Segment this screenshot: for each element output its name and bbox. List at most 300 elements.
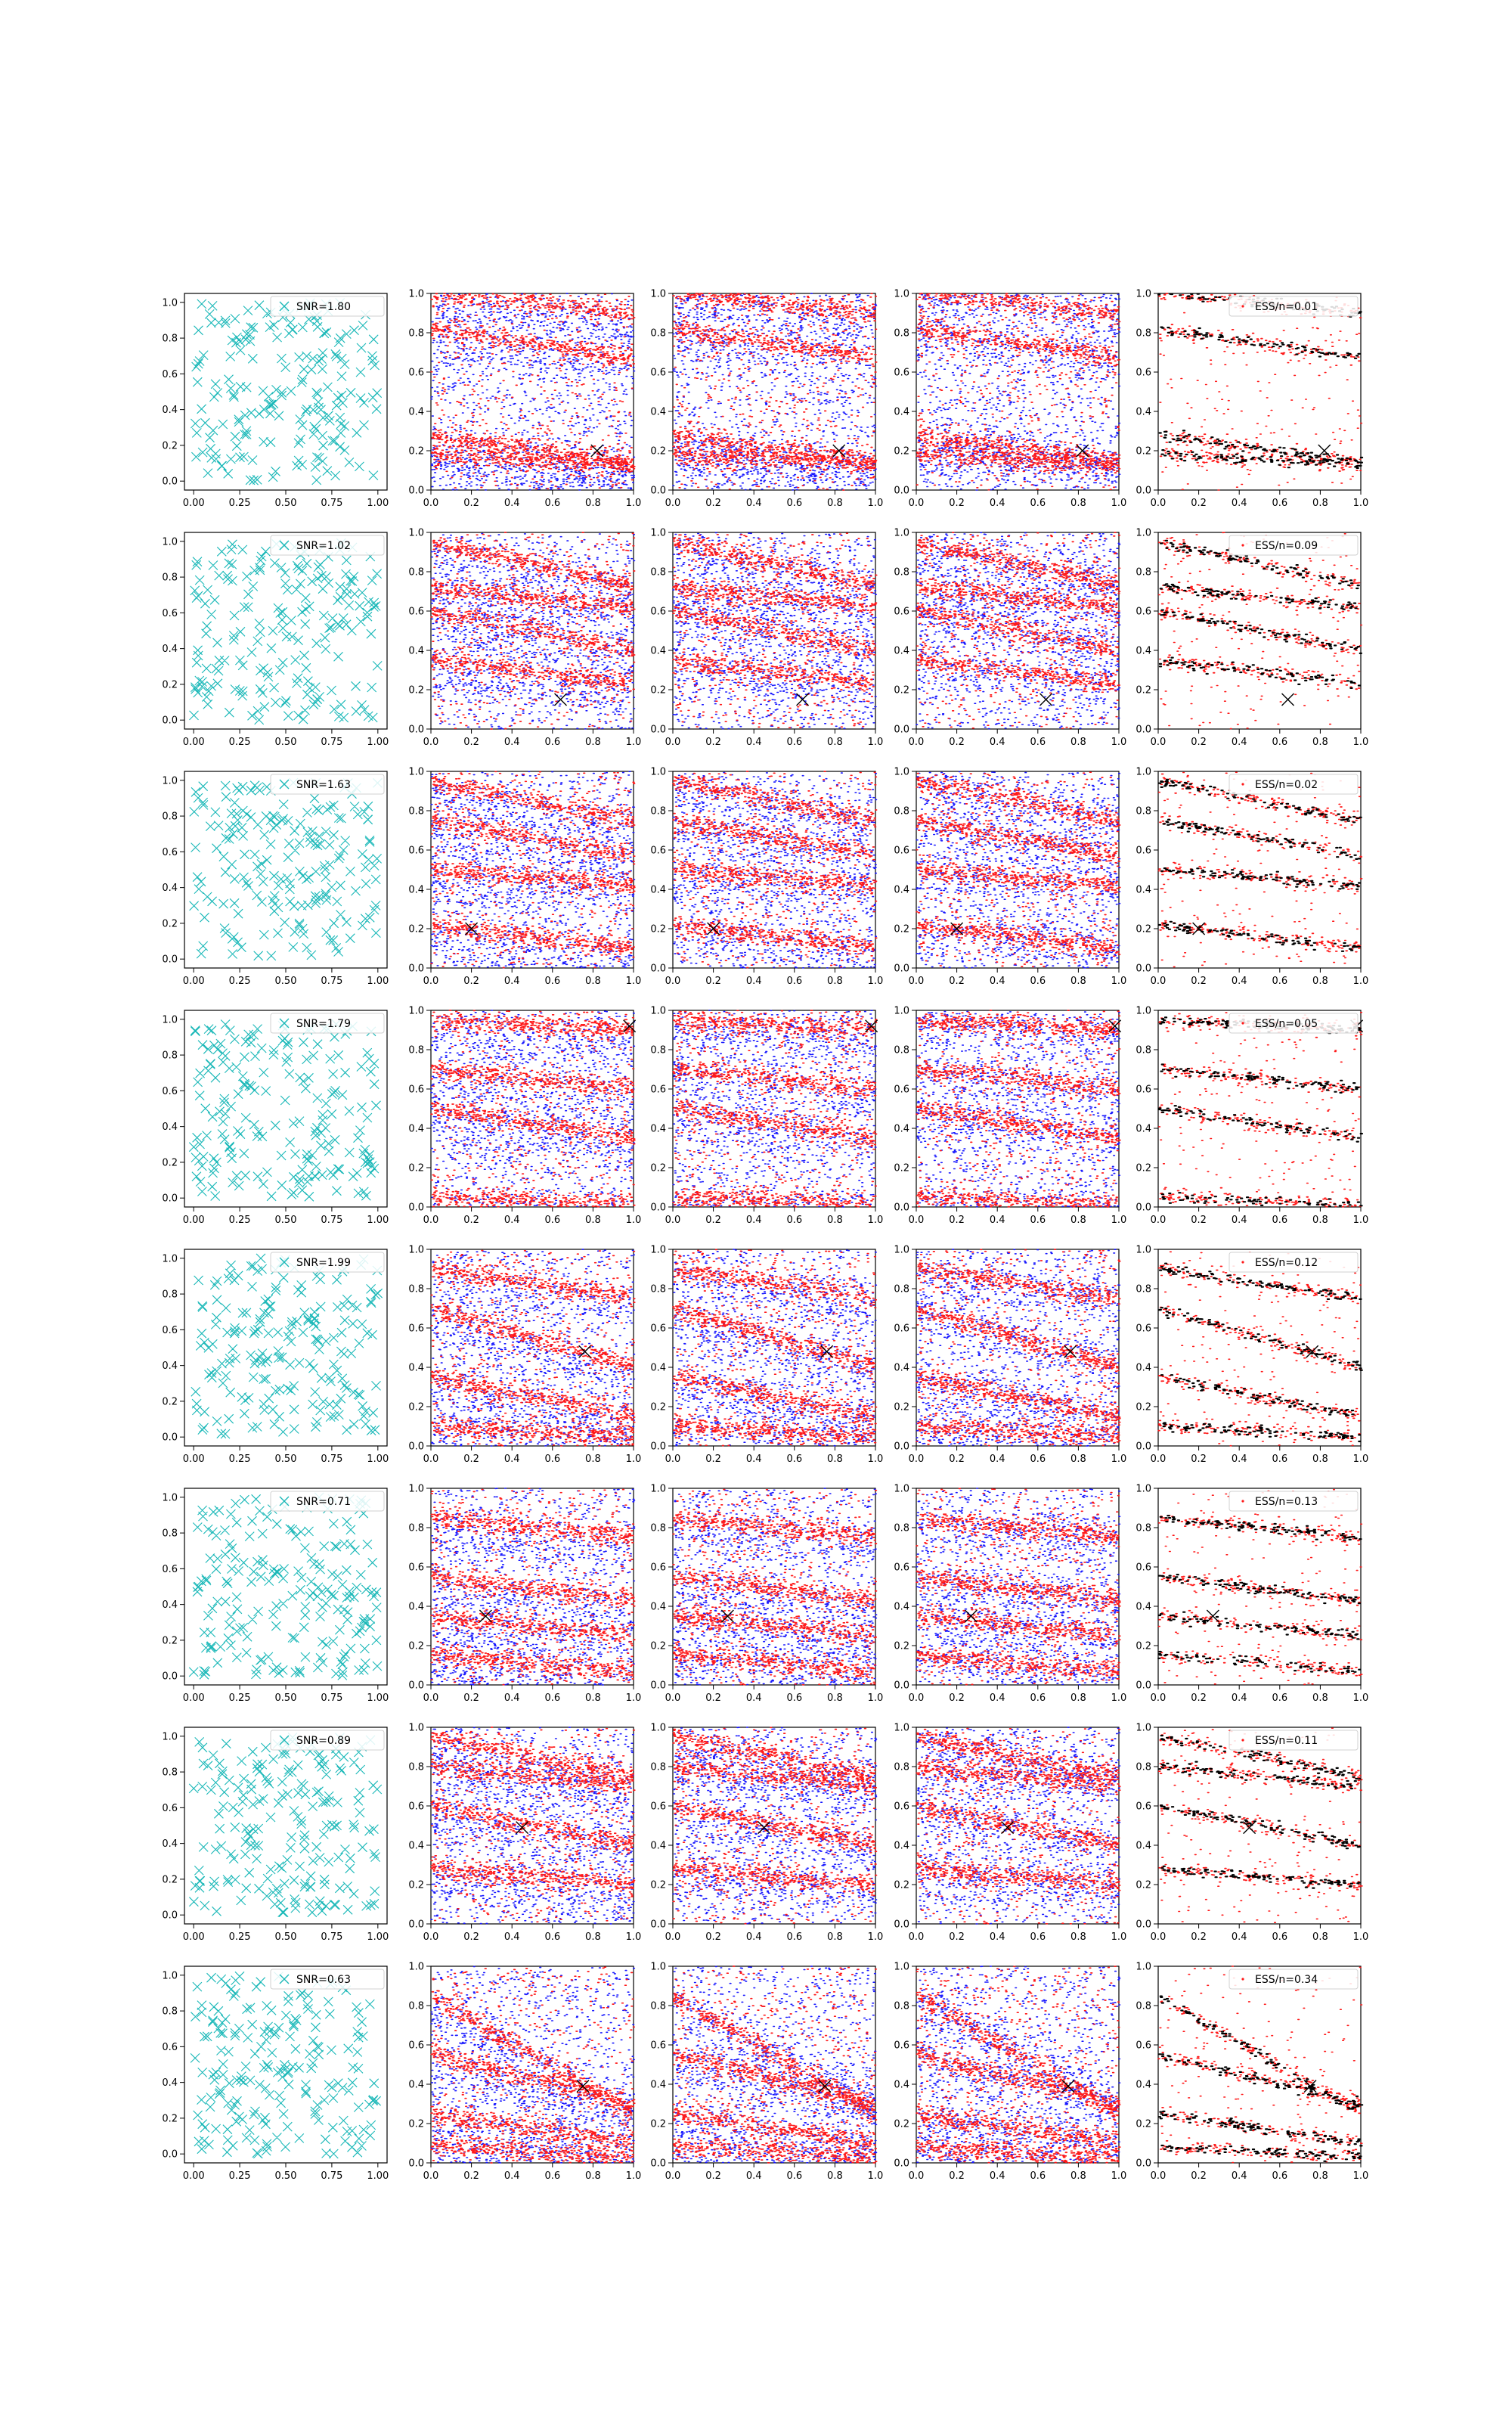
observation-markers xyxy=(191,299,381,486)
x-tick-label: 0.8 xyxy=(585,1931,601,1943)
truth-marker xyxy=(479,1610,491,1622)
x-tick-label: 0.4 xyxy=(503,2170,520,2182)
y-tick-label: 0.4 xyxy=(894,1840,909,1852)
y-tick-label: 0.2 xyxy=(408,445,424,458)
y-tick-label: 0.4 xyxy=(162,1838,178,1851)
x-tick-label: 1.00 xyxy=(367,1931,389,1943)
particle-series xyxy=(431,1010,635,1207)
y-tick-label: 0.6 xyxy=(650,2040,666,2052)
legend-label: SNR=0.63 xyxy=(296,1974,351,1986)
x-tick-label: 0.0 xyxy=(908,1692,925,1704)
observation-panel xyxy=(162,1249,389,1465)
y-tick-label: 1.0 xyxy=(1136,766,1151,778)
y-tick-label: 0.4 xyxy=(894,2079,909,2091)
particle-series xyxy=(432,532,635,729)
y-tick-label: 0.2 xyxy=(408,684,424,697)
y-tick-label: 0.8 xyxy=(162,811,178,823)
x-tick-label: 0.4 xyxy=(503,1692,520,1704)
x-tick-label: 1.0 xyxy=(1111,1931,1127,1943)
y-tick-label: 0.6 xyxy=(162,2041,178,2053)
y-tick-label: 0.6 xyxy=(650,1323,666,1335)
y-tick-label: 0.8 xyxy=(1136,1761,1151,1773)
x-tick-label: 0.0 xyxy=(1150,1931,1167,1943)
x-tick-label: 0.6 xyxy=(1272,1215,1288,1226)
axes-frame xyxy=(1158,1249,1361,1446)
x-tick-label: 0.2 xyxy=(463,1454,479,1465)
legend-label: SNR=0.71 xyxy=(296,1496,351,1508)
y-tick-label: 0.6 xyxy=(1136,2040,1151,2052)
y-tick-label: 0.0 xyxy=(894,2158,909,2170)
y-tick-label: 0.2 xyxy=(650,1640,666,1652)
y-tick-label: 0.0 xyxy=(1136,1919,1151,1931)
x-tick-label: 0.8 xyxy=(827,498,843,509)
y-tick-label: 0.8 xyxy=(408,805,424,818)
x-tick-label: 1.0 xyxy=(1111,498,1127,509)
x-tick-label: 1.0 xyxy=(625,498,642,509)
y-tick-label: 0.4 xyxy=(1136,645,1151,657)
y-tick-label: 0.2 xyxy=(162,1635,178,1647)
legend-label: SNR=1.99 xyxy=(296,1257,351,1269)
x-tick-label: 0.8 xyxy=(1070,1931,1086,1943)
x-tick-label: 0.6 xyxy=(544,1931,561,1943)
y-tick-label: 0.8 xyxy=(1136,1522,1151,1534)
y-tick-label: 0.8 xyxy=(650,2000,666,2012)
x-tick-label: 0.25 xyxy=(228,2170,251,2182)
y-tick-label: 0.0 xyxy=(162,954,178,966)
y-tick-label: 1.0 xyxy=(408,527,424,539)
particle-panel xyxy=(894,1245,1126,1466)
truth-marker xyxy=(1282,693,1294,706)
x-tick-label: 0.6 xyxy=(1272,1454,1288,1465)
y-tick-label: 0.0 xyxy=(894,963,909,975)
y-tick-label: 1.0 xyxy=(650,1722,666,1734)
y-tick-label: 0.8 xyxy=(650,566,666,579)
y-tick-label: 0.8 xyxy=(650,805,666,818)
y-tick-label: 0.0 xyxy=(650,2158,666,2170)
x-tick-label: 1.0 xyxy=(625,1215,642,1226)
x-tick-label: 0.0 xyxy=(423,976,439,987)
grid-row xyxy=(162,528,1368,749)
y-tick-label: 0.6 xyxy=(162,1802,178,1814)
x-tick-label: 0.0 xyxy=(665,976,681,987)
x-tick-label: 0.00 xyxy=(182,1692,205,1704)
x-tick-label: 0.8 xyxy=(827,1692,843,1704)
x-tick-label: 0.0 xyxy=(908,2170,925,2182)
y-tick-label: 0.6 xyxy=(1136,367,1151,379)
x-tick-label: 0.25 xyxy=(228,1692,251,1704)
x-tick-label: 0.2 xyxy=(1191,498,1207,509)
y-tick-label: 0.6 xyxy=(894,845,909,857)
particle-panel xyxy=(894,1723,1126,1944)
particle-series xyxy=(431,771,635,967)
x-tick-label: 0.0 xyxy=(665,498,681,509)
y-tick-label: 0.6 xyxy=(162,607,178,619)
y-tick-label: 0.8 xyxy=(650,1522,666,1534)
particle-series xyxy=(432,1727,635,1922)
x-tick-label: 0.2 xyxy=(1191,976,1207,987)
particle-series xyxy=(917,1984,1120,2163)
x-tick-label: 0.2 xyxy=(463,737,479,748)
y-tick-label: 0.0 xyxy=(894,1202,909,1214)
x-tick-label: 0.8 xyxy=(1070,1215,1086,1226)
y-tick-label: 1.0 xyxy=(894,1961,909,1973)
y-tick-label: 0.6 xyxy=(650,1562,666,1574)
x-tick-label: 0.8 xyxy=(1312,737,1328,748)
x-tick-label: 0.4 xyxy=(503,1454,520,1465)
x-tick-label: 0.6 xyxy=(1030,1692,1046,1704)
weighted-particle-panel xyxy=(1136,767,1368,988)
y-tick-label: 0.4 xyxy=(1136,406,1151,418)
y-tick-label: 0.6 xyxy=(408,1801,424,1813)
particle-series xyxy=(1159,772,1362,966)
x-tick-label: 0.8 xyxy=(1070,737,1086,748)
y-tick-label: 0.2 xyxy=(408,1640,424,1652)
x-tick-label: 0.6 xyxy=(1272,498,1288,509)
x-tick-label: 0.0 xyxy=(423,1215,439,1226)
x-tick-label: 0.2 xyxy=(1191,1215,1207,1226)
y-tick-label: 0.2 xyxy=(162,440,178,452)
particle-panel xyxy=(650,767,883,988)
y-tick-label: 0.6 xyxy=(408,2040,424,2052)
y-tick-label: 0.4 xyxy=(1136,2079,1151,2091)
y-tick-label: 0.4 xyxy=(1136,1601,1151,1613)
x-tick-label: 0.2 xyxy=(705,1931,721,1943)
observation-markers xyxy=(189,1493,382,1680)
y-tick-label: 0.4 xyxy=(162,1599,178,1612)
y-tick-label: 0.2 xyxy=(1136,1879,1151,1891)
y-tick-label: 0.4 xyxy=(162,1360,178,1373)
particle-panel xyxy=(408,1006,641,1227)
x-tick-label: 0.2 xyxy=(1191,2170,1207,2182)
y-tick-label: 0.0 xyxy=(162,1193,178,1205)
y-tick-label: 1.0 xyxy=(408,1722,424,1734)
weighted-particle-panel xyxy=(1136,1484,1368,1705)
y-tick-label: 0.4 xyxy=(650,1123,666,1135)
observation-markers xyxy=(189,1733,382,1917)
y-tick-label: 0.2 xyxy=(1136,1401,1151,1413)
y-tick-label: 1.0 xyxy=(162,775,178,787)
y-tick-label: 0.4 xyxy=(894,1123,909,1135)
y-tick-label: 0.2 xyxy=(894,445,909,458)
y-tick-label: 0.0 xyxy=(162,1671,178,1683)
y-tick-label: 0.6 xyxy=(162,846,178,858)
y-tick-label: 0.4 xyxy=(894,884,909,896)
x-tick-label: 0.4 xyxy=(989,1931,1005,1943)
particle-panel xyxy=(650,1484,883,1705)
x-tick-label: 1.0 xyxy=(625,1454,642,1465)
truth-marker xyxy=(516,1822,528,1834)
particle-panel xyxy=(650,1962,883,2183)
y-tick-label: 0.8 xyxy=(408,1761,424,1773)
y-tick-label: 0.2 xyxy=(408,2118,424,2130)
x-tick-label: 0.4 xyxy=(1231,1692,1247,1704)
particle-panel xyxy=(408,1723,641,1944)
x-tick-label: 0.75 xyxy=(321,1454,343,1465)
x-tick-label: 0.00 xyxy=(182,737,205,748)
legend-marker xyxy=(1241,1261,1244,1263)
x-tick-label: 0.2 xyxy=(705,1692,721,1704)
y-tick-label: 0.0 xyxy=(408,963,424,975)
observation-panel xyxy=(162,293,389,509)
x-tick-label: 0.75 xyxy=(321,1692,343,1704)
particle-series xyxy=(1159,532,1362,728)
y-tick-label: 0.0 xyxy=(1136,1441,1151,1453)
observation-panel xyxy=(162,771,389,987)
x-tick-label: 0.4 xyxy=(745,498,762,509)
x-tick-label: 0.8 xyxy=(585,1692,601,1704)
y-tick-label: 0.2 xyxy=(894,684,909,697)
y-tick-label: 0.0 xyxy=(162,715,178,727)
y-tick-label: 0.8 xyxy=(408,1283,424,1295)
y-tick-label: 0.4 xyxy=(650,645,666,657)
x-tick-label: 0.0 xyxy=(665,1692,681,1704)
y-tick-label: 0.8 xyxy=(162,572,178,584)
x-tick-label: 0.0 xyxy=(908,976,925,987)
y-tick-label: 1.0 xyxy=(1136,527,1151,539)
x-tick-label: 0.8 xyxy=(1070,976,1086,987)
particle-series xyxy=(431,1251,634,1446)
x-tick-label: 0.00 xyxy=(182,976,205,987)
x-tick-label: 0.8 xyxy=(1312,498,1328,509)
legend-label: SNR=0.89 xyxy=(296,1735,351,1747)
x-tick-label: 0.50 xyxy=(274,1692,297,1704)
x-tick-label: 0.6 xyxy=(786,976,803,987)
y-tick-label: 0.0 xyxy=(650,963,666,975)
y-tick-label: 0.8 xyxy=(1136,805,1151,818)
x-tick-label: 0.2 xyxy=(463,1215,479,1226)
y-tick-label: 1.0 xyxy=(408,288,424,300)
x-tick-label: 1.00 xyxy=(367,2170,389,2182)
x-tick-label: 0.2 xyxy=(463,498,479,509)
particle-panel xyxy=(650,1245,883,1466)
y-tick-label: 0.0 xyxy=(894,724,909,736)
y-tick-label: 1.0 xyxy=(894,766,909,778)
x-tick-label: 0.75 xyxy=(321,1931,343,1943)
particle-series xyxy=(673,533,875,728)
y-tick-label: 0.6 xyxy=(894,2040,909,2052)
x-tick-label: 0.6 xyxy=(1030,1215,1046,1226)
y-tick-label: 1.0 xyxy=(162,1014,178,1026)
particle-panel xyxy=(650,1723,883,1944)
legend-marker xyxy=(1241,1022,1244,1024)
grid-row xyxy=(162,1006,1368,1227)
observation-panel xyxy=(162,1727,389,1943)
x-tick-label: 0.0 xyxy=(423,498,439,509)
particle-panel xyxy=(650,528,883,749)
y-tick-label: 0.6 xyxy=(1136,606,1151,618)
particle-panel xyxy=(650,1006,883,1227)
y-tick-label: 0.2 xyxy=(408,1879,424,1891)
y-tick-label: 1.0 xyxy=(162,1253,178,1265)
y-tick-label: 0.0 xyxy=(408,485,424,497)
x-tick-label: 0.4 xyxy=(989,2170,1005,2182)
y-tick-label: 1.0 xyxy=(1136,288,1151,300)
y-tick-label: 1.0 xyxy=(650,527,666,539)
y-tick-label: 0.4 xyxy=(162,405,178,417)
x-tick-label: 0.8 xyxy=(1070,498,1086,509)
y-tick-label: 0.8 xyxy=(894,1044,909,1056)
x-tick-label: 0.2 xyxy=(949,498,965,509)
y-tick-label: 1.0 xyxy=(894,1722,909,1734)
y-tick-label: 0.6 xyxy=(408,1084,424,1096)
x-tick-label: 0.2 xyxy=(463,1931,479,1943)
x-tick-label: 0.50 xyxy=(274,1454,297,1465)
x-tick-label: 0.4 xyxy=(989,737,1005,748)
y-tick-label: 1.0 xyxy=(894,288,909,300)
y-tick-label: 0.0 xyxy=(1136,485,1151,497)
x-tick-label: 1.00 xyxy=(367,737,389,748)
weighted-particle-panel xyxy=(1136,528,1368,749)
x-tick-label: 0.4 xyxy=(745,976,762,987)
particle-series xyxy=(1159,780,1362,951)
y-tick-label: 0.4 xyxy=(408,1840,424,1852)
x-tick-label: 0.0 xyxy=(665,1931,681,1943)
y-tick-label: 0.2 xyxy=(650,923,666,935)
y-tick-label: 1.0 xyxy=(408,1961,424,1973)
y-tick-label: 1.0 xyxy=(650,288,666,300)
y-tick-label: 0.8 xyxy=(894,805,909,818)
y-tick-label: 1.0 xyxy=(162,1731,178,1743)
y-tick-label: 0.6 xyxy=(894,1562,909,1574)
x-tick-label: 0.4 xyxy=(989,498,1005,509)
y-tick-label: 0.8 xyxy=(408,2000,424,2012)
x-tick-label: 1.0 xyxy=(867,737,884,748)
observation-markers xyxy=(191,1254,383,1438)
x-tick-label: 0.6 xyxy=(1030,976,1046,987)
y-tick-label: 0.0 xyxy=(650,1919,666,1931)
y-tick-label: 0.4 xyxy=(408,406,424,418)
truth-marker xyxy=(965,1610,977,1622)
x-tick-label: 1.0 xyxy=(867,1692,884,1704)
y-tick-label: 0.6 xyxy=(408,367,424,379)
x-tick-label: 0.6 xyxy=(1030,1931,1046,1943)
grid-row xyxy=(162,1245,1368,1466)
y-tick-label: 0.2 xyxy=(650,1879,666,1891)
y-tick-label: 1.0 xyxy=(650,1483,666,1495)
x-tick-label: 0.0 xyxy=(1150,2170,1167,2182)
particle-panel xyxy=(408,767,641,988)
x-tick-label: 1.0 xyxy=(1352,976,1369,987)
x-tick-label: 0.4 xyxy=(503,498,520,509)
particle-panel xyxy=(894,1962,1126,2183)
observation-markers xyxy=(190,538,383,724)
x-tick-label: 1.00 xyxy=(367,1692,389,1704)
axes-frame xyxy=(1158,1727,1361,1924)
x-tick-label: 0.00 xyxy=(182,2170,205,2182)
x-tick-label: 0.4 xyxy=(745,2170,762,2182)
x-tick-label: 0.6 xyxy=(786,1931,803,1943)
x-tick-label: 0.4 xyxy=(1231,2170,1247,2182)
x-tick-label: 0.4 xyxy=(1231,976,1247,987)
legend-label: SNR=1.63 xyxy=(296,779,351,791)
y-tick-label: 0.2 xyxy=(650,684,666,697)
particle-series xyxy=(1160,541,1362,688)
x-tick-label: 0.0 xyxy=(1150,737,1167,748)
particle-panel xyxy=(894,1006,1126,1227)
x-tick-label: 0.6 xyxy=(544,498,561,509)
particle-series xyxy=(1159,293,1362,471)
y-tick-label: 1.0 xyxy=(408,1244,424,1256)
x-tick-label: 0.4 xyxy=(503,976,520,987)
x-tick-label: 0.4 xyxy=(1231,1215,1247,1226)
y-tick-label: 0.2 xyxy=(1136,445,1151,458)
x-tick-label: 1.0 xyxy=(1352,2170,1369,2182)
particle-series xyxy=(431,293,634,490)
y-tick-label: 0.8 xyxy=(894,1761,909,1773)
y-tick-label: 1.0 xyxy=(650,766,666,778)
y-tick-label: 0.6 xyxy=(650,367,666,379)
x-tick-label: 0.25 xyxy=(228,1454,251,1465)
y-tick-label: 0.8 xyxy=(1136,566,1151,579)
x-tick-label: 0.0 xyxy=(1150,1215,1167,1226)
x-tick-label: 0.25 xyxy=(228,737,251,748)
y-tick-label: 0.0 xyxy=(650,1202,666,1214)
x-tick-label: 0.50 xyxy=(274,498,297,509)
y-tick-label: 1.0 xyxy=(162,297,178,309)
x-tick-label: 0.6 xyxy=(544,1692,561,1704)
x-tick-label: 1.0 xyxy=(867,2170,884,2182)
y-tick-label: 1.0 xyxy=(162,1970,178,1982)
x-tick-label: 0.0 xyxy=(423,737,439,748)
x-tick-label: 0.8 xyxy=(585,1215,601,1226)
truth-marker xyxy=(797,693,809,706)
x-tick-label: 1.0 xyxy=(867,976,884,987)
x-tick-label: 0.6 xyxy=(544,737,561,748)
grid-row xyxy=(162,289,1368,510)
x-tick-label: 0.6 xyxy=(786,737,803,748)
y-tick-label: 1.0 xyxy=(650,1961,666,1973)
x-tick-label: 0.2 xyxy=(949,1215,965,1226)
x-tick-label: 0.0 xyxy=(1150,1692,1167,1704)
y-tick-label: 0.4 xyxy=(650,1362,666,1374)
x-tick-label: 0.25 xyxy=(228,976,251,987)
observation-markers xyxy=(189,1019,380,1201)
y-tick-label: 0.4 xyxy=(1136,1123,1151,1135)
weighted-particle-panel xyxy=(1136,1245,1368,1466)
legend-marker xyxy=(1241,1978,1244,1980)
y-tick-label: 0.4 xyxy=(894,406,909,418)
observation-markers xyxy=(191,1972,381,2158)
x-tick-label: 0.6 xyxy=(1272,737,1288,748)
particle-panel xyxy=(408,1962,641,2183)
y-tick-label: 0.6 xyxy=(162,1563,178,1575)
legend-label: SNR=1.02 xyxy=(296,540,351,552)
y-tick-label: 0.8 xyxy=(894,2000,909,2012)
y-tick-label: 0.8 xyxy=(1136,327,1151,340)
y-tick-label: 0.4 xyxy=(894,645,909,657)
x-tick-label: 0.6 xyxy=(544,1454,561,1465)
observation-panel xyxy=(162,532,389,748)
x-tick-label: 1.0 xyxy=(1352,498,1369,509)
y-tick-label: 1.0 xyxy=(650,1005,666,1017)
axes-frame xyxy=(184,1966,387,2163)
x-tick-label: 0.0 xyxy=(423,2170,439,2182)
y-tick-label: 1.0 xyxy=(1136,1722,1151,1734)
y-tick-label: 0.2 xyxy=(650,445,666,458)
x-tick-label: 1.0 xyxy=(1111,2170,1127,2182)
y-tick-label: 0.2 xyxy=(894,1879,909,1891)
y-tick-label: 0.8 xyxy=(162,1528,178,1540)
y-tick-label: 0.2 xyxy=(162,1396,178,1408)
y-tick-label: 1.0 xyxy=(650,1244,666,1256)
y-tick-label: 0.6 xyxy=(894,606,909,618)
x-tick-label: 0.0 xyxy=(908,1931,925,1943)
grid-row xyxy=(162,1723,1368,1944)
x-tick-label: 1.0 xyxy=(625,1692,642,1704)
x-tick-label: 1.0 xyxy=(625,737,642,748)
y-tick-label: 0.2 xyxy=(162,679,178,691)
y-tick-label: 0.0 xyxy=(1136,963,1151,975)
